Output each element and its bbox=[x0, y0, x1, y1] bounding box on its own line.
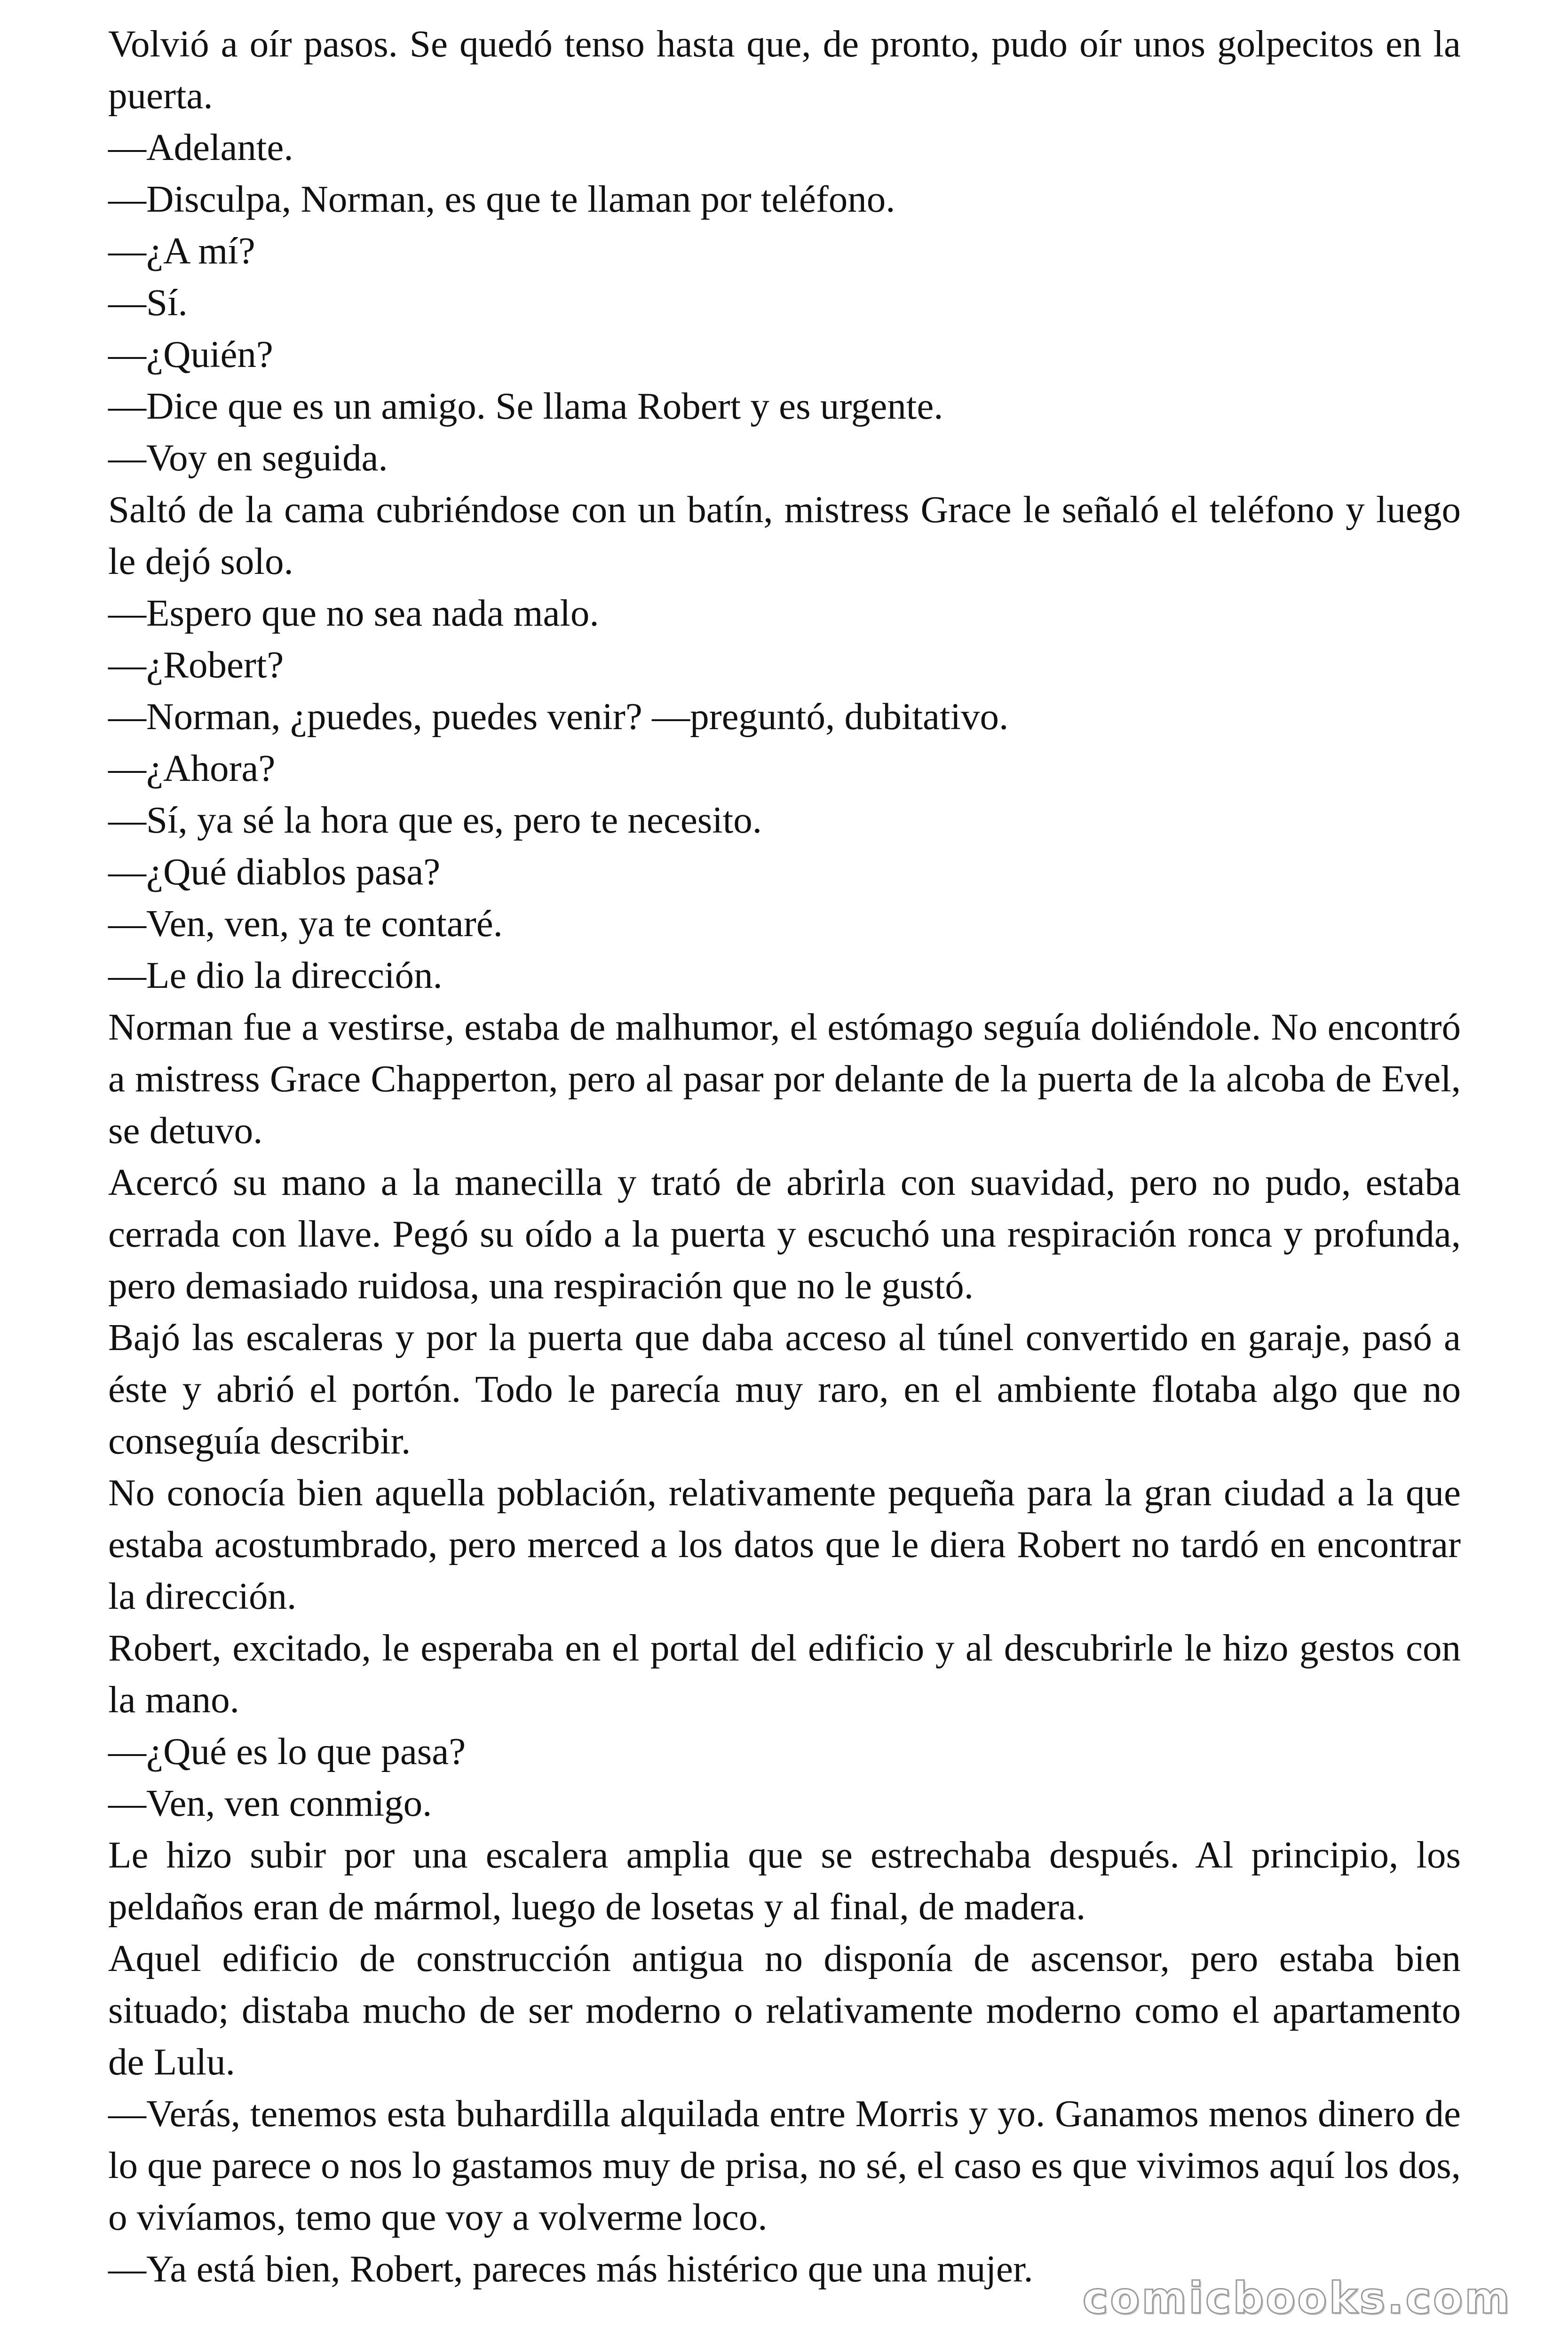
dialogue-line: —Disculpa, Norman, es que te llaman por teléfono. bbox=[108, 178, 895, 220]
watermark-logo: comicbooks.com bbox=[1082, 2273, 1512, 2323]
paragraph: —Verás, tenemos esta buhardilla alquilada entre Morris y yo. Ganamos menos dinero de lo que parece o nos lo gastamos muy de prisa, no sé, el caso es que vivimos aquí los dos, o vivíamos, temo que voy a volverme loco. bbox=[108, 2092, 1461, 2238]
page-text bbox=[108, 18, 1461, 2295]
dialogue-line: —Le dio la dirección. bbox=[108, 954, 443, 996]
dialogue-line: —Sí, ya sé la hora que es, pero te necesito. bbox=[108, 799, 762, 841]
dialogue-line: —Sí. bbox=[108, 281, 188, 324]
dialogue-line: —¿Qué es lo que pasa? bbox=[108, 1730, 466, 1772]
dialogue-line: —¿Ahora? bbox=[108, 747, 276, 789]
dialogue-line: —¿Qué diablos pasa? bbox=[108, 850, 441, 893]
dialogue-line: —Adelante. bbox=[108, 126, 293, 168]
paragraph: Bajó las escaleras y por la puerta que daba acceso al túnel convertido en garaje, pasó a éste y abrió el portón. Todo le parecía muy raro, en el ambiente flotaba algo que no conseguía describir. bbox=[108, 1316, 1461, 1462]
dialogue-line: —Ven, ven, ya te contaré. bbox=[108, 902, 503, 945]
paragraph: No conocía bien aquella población, relativamente pequeña para la gran ciudad a la que estaba acostumbrado, pero merced a los datos que le diera Robert no tardó en encontrar la dirección. bbox=[108, 1471, 1461, 1617]
dialogue-line: —Espero que no sea nada malo. bbox=[108, 592, 599, 634]
dialogue-line: —¿Quién? bbox=[108, 333, 273, 375]
paragraph: Norman fue a vestirse, estaba de malhumor, el estómago seguía doliéndole. No encontró a mistress Grace Chapperton, pero al pasar por delante de la puerta de la alcoba de Evel, se detuvo. bbox=[108, 1006, 1461, 1152]
paragraph: Le hizo subir por una escalera amplia que se estrechaba después. Al principio, los peldaños eran de mármol, luego de losetas y al final, de madera. bbox=[108, 1834, 1461, 1928]
dialogue-line: —Dice que es un amigo. Se llama Robert y es urgente. bbox=[108, 385, 943, 427]
paragraph: Acercó su mano a la manecilla y trató de abrirla con suavidad, pero no pudo, estaba cerrada con llave. Pegó su oído a la puerta y escuchó una respiración ronca y profunda, pero demasiado ruidosa, una respiración que no le gustó. bbox=[108, 1161, 1461, 1307]
dialogue-line: —¿Robert? bbox=[108, 644, 284, 686]
dialogue-line: —¿A mí? bbox=[108, 230, 255, 272]
dialogue-line: —Voy en seguida. bbox=[108, 437, 388, 479]
paragraph: Robert, excitado, le esperaba en el portal del edificio y al descubrirle le hizo gestos con la mano. bbox=[108, 1627, 1461, 1721]
dialogue-line: —Ven, ven conmigo. bbox=[108, 1782, 432, 1824]
paragraph: Volvió a oír pasos. Se quedó tenso hasta que, de pronto, pudo oír unos golpecitos en la puerta. bbox=[108, 23, 1461, 117]
paragraph: Saltó de la cama cubriéndose con un batín, mistress Grace le señaló el teléfono y luego le dejó solo. bbox=[108, 488, 1461, 582]
dialogue-line: —Ya está bien, Robert, pareces más histérico que una mujer. bbox=[108, 2248, 1033, 2290]
paragraph: Aquel edificio de construcción antigua no disponía de ascensor, pero estaba bien situado; distaba mucho de ser moderno o relativamente moderno como el apartamento de Lulu. bbox=[108, 1937, 1461, 2083]
dialogue-line: —Norman, ¿puedes, puedes venir? —preguntó, dubitativo. bbox=[108, 695, 1009, 738]
